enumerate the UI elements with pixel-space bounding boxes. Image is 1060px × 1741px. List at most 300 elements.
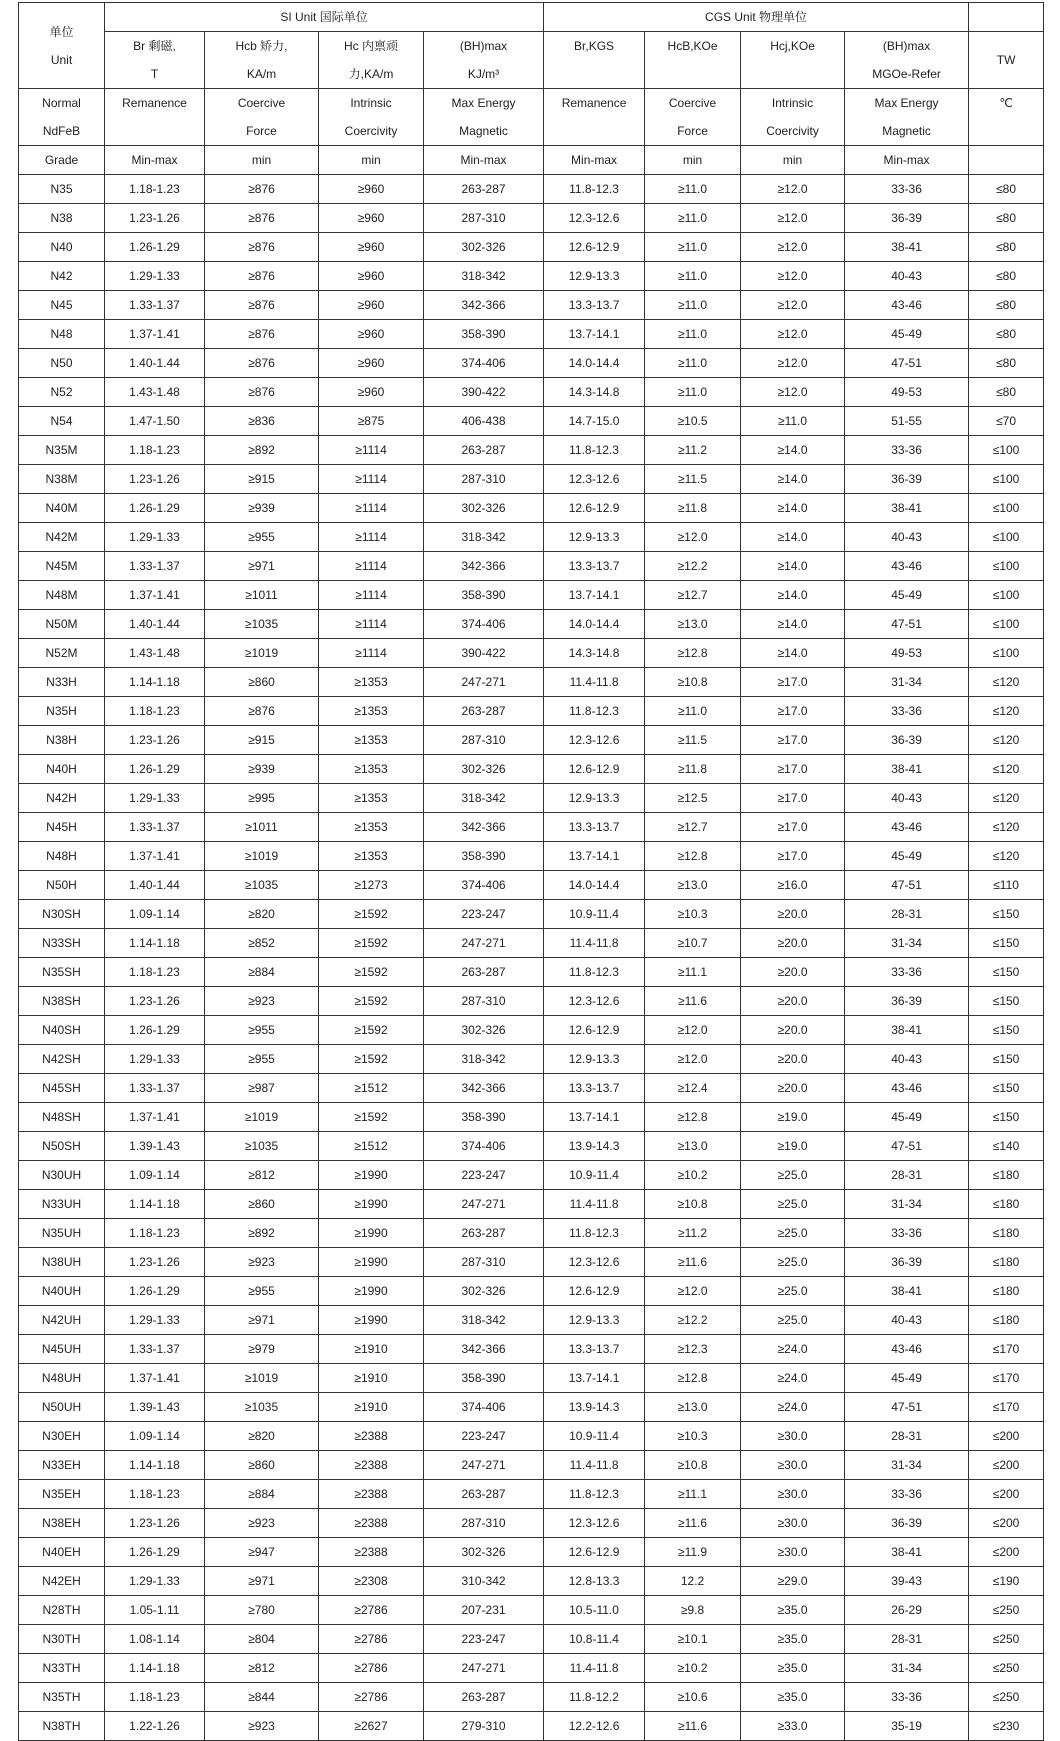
unit-cn: 单位 [49,24,74,39]
bhmax-mgoe-cell: 49-53 [845,378,969,407]
br-t-cell: 1.18-1.23 [105,697,205,726]
br-t-cell: 1.29-1.33 [105,1567,205,1596]
hcb-kam-cell: ≥860 [205,1451,319,1480]
hc-kam-cell: ≥1990 [319,1161,424,1190]
grade-cell: N48UH [19,1364,105,1393]
grade-cell: N50UH [19,1393,105,1422]
hcj-koe-cell: ≥17.0 [741,784,845,813]
hcb-kam-cell: ≥820 [205,900,319,929]
tw-temp-cell: ≤190 [969,1567,1044,1596]
grade-cell: N28TH [19,1596,105,1625]
bhmax-kjm3-cell: 263-287 [424,1219,544,1248]
tw-temp-cell: ≤200 [969,1509,1044,1538]
bhmax-mgoe-cell: 47-51 [845,871,969,900]
cgs-unit-hcj: Hcj,KOe [741,32,845,89]
tw-temp-cell: ≤120 [969,813,1044,842]
unit-label-cell [19,3,105,89]
hc-kam-cell: ≥1592 [319,900,424,929]
hc-kam-cell: ≥1592 [319,1016,424,1045]
cgs-unit-bhmax: (BH)max MGOe-Refer [845,32,969,89]
hcb-koe-cell: ≥13.0 [645,1132,741,1161]
hc-kam-cell: ≥1114 [319,494,424,523]
br-kgs-cell: 14.7-15.0 [544,407,645,436]
hcb-koe-cell: ≥11.0 [645,349,741,378]
si-unit-br: Br 剩磁, T [105,32,205,89]
br-t-cell: 1.43-1.48 [105,378,205,407]
br-kgs-cell: 12.9-13.3 [544,1045,645,1074]
bhmax-kjm3-cell: 302-326 [424,1538,544,1567]
tw-temp-cell: ≤80 [969,320,1044,349]
br-kgs-cell: 11.4-11.8 [544,1190,645,1219]
br-t-cell: 1.14-1.18 [105,1654,205,1683]
grade-cell: N42UH [19,1306,105,1335]
hcj-koe-cell: ≥14.0 [741,494,845,523]
grade-cell: N38M [19,465,105,494]
bhmax-mgoe-cell: 47-51 [845,1393,969,1422]
hcb-koe-cell: ≥11.0 [645,204,741,233]
bhmax-kjm3-cell: 374-406 [424,1132,544,1161]
tw-temp-cell: ≤150 [969,987,1044,1016]
bhmax-mgoe-cell: 45-49 [845,1103,969,1132]
tw-temp-cell: ≤200 [969,1422,1044,1451]
table-row [19,407,1044,436]
br-t-cell: 1.29-1.33 [105,1306,205,1335]
table-row [19,813,1044,842]
table-header [19,3,1044,175]
tolerance-cell: min [205,146,319,175]
bhmax-kjm3-cell: 358-390 [424,320,544,349]
hc-kam-cell: ≥960 [319,349,424,378]
tw-temp-cell: ≤180 [969,1306,1044,1335]
bhmax-kjm3-cell: 287-310 [424,987,544,1016]
br-kgs-cell: 11.8-12.3 [544,697,645,726]
tw-temp-cell: ≤150 [969,958,1044,987]
hcj-koe-cell: ≥20.0 [741,900,845,929]
tw-temp-cell: ≤200 [969,1538,1044,1567]
bhmax-mgoe-cell: 38-41 [845,1538,969,1567]
br-t-cell: 1.14-1.18 [105,929,205,958]
table-row [19,871,1044,900]
br-t-cell: 1.08-1.14 [105,1625,205,1654]
table-row [19,1248,1044,1277]
br-t-cell: 1.14-1.18 [105,1190,205,1219]
tw-temp-cell: ≤180 [969,1277,1044,1306]
hcb-koe-cell: ≥12.7 [645,581,741,610]
tw-temp-cell: ≤180 [969,1219,1044,1248]
property-names-row [19,89,1044,146]
hcj-koe-cell: ≥25.0 [741,1306,845,1335]
table-row [19,581,1044,610]
hcj-koe-cell: ≥35.0 [741,1654,845,1683]
tolerance-cell: min [319,146,424,175]
grade-cell: N38EH [19,1509,105,1538]
hcj-koe-cell: ≥12.0 [741,378,845,407]
hcb-kam-cell: ≥884 [205,958,319,987]
hc-kam-cell: ≥1990 [319,1277,424,1306]
grade-cell: N40EH [19,1538,105,1567]
grade-cell: N50 [19,349,105,378]
hcb-kam-cell: ≥939 [205,755,319,784]
grade-cell: N42SH [19,1045,105,1074]
table-row [19,262,1044,291]
hcj-koe-cell: ≥20.0 [741,1074,845,1103]
bhmax-mgoe-cell: 40-43 [845,523,969,552]
bhmax-kjm3-cell: 263-287 [424,958,544,987]
br-kgs-cell: 10.9-11.4 [544,1161,645,1190]
table-row [19,1596,1044,1625]
bhmax-mgoe-cell: 45-49 [845,581,969,610]
hcb-kam-cell: ≥987 [205,1074,319,1103]
hcb-koe-cell: ≥13.0 [645,1393,741,1422]
table-row [19,639,1044,668]
bhmax-kjm3-cell: 358-390 [424,1103,544,1132]
br-kgs-cell: 13.3-13.7 [544,552,645,581]
hcj-koe-cell: ≥14.0 [741,610,845,639]
hc-kam-cell: ≥2786 [319,1596,424,1625]
hc-kam-cell: ≥1512 [319,1074,424,1103]
br-t-cell: 1.40-1.44 [105,871,205,900]
tw-temp-cell: ≤150 [969,900,1044,929]
tw-temp-cell: ≤170 [969,1393,1044,1422]
hcb-kam-cell: ≥1019 [205,1364,319,1393]
table-row [19,1306,1044,1335]
property-name-cell: Coercive Force [645,89,741,146]
table-row [19,755,1044,784]
br-kgs-cell: 12.3-12.6 [544,1248,645,1277]
hcb-kam-cell: ≥820 [205,1422,319,1451]
hc-kam-cell: ≥1353 [319,668,424,697]
hcb-kam-cell: ≥884 [205,1480,319,1509]
bhmax-kjm3-cell: 302-326 [424,1277,544,1306]
br-kgs-cell: 12.3-12.6 [544,1509,645,1538]
si-unit-heading: SI Unit 国际单位 [105,3,544,32]
br-t-cell: 1.23-1.26 [105,987,205,1016]
hcj-koe-cell: ≥12.0 [741,204,845,233]
grade-cell: N45M [19,552,105,581]
table-row [19,697,1044,726]
br-kgs-cell: 13.7-14.1 [544,842,645,871]
grade-cell: N35SH [19,958,105,987]
grade-cell: N42H [19,784,105,813]
bhmax-kjm3-cell: 279-310 [424,1712,544,1741]
bhmax-kjm3-cell: 287-310 [424,465,544,494]
grade-cell: N45 [19,291,105,320]
br-kgs-cell: 12.2-12.6 [544,1712,645,1741]
br-t-cell: 1.26-1.29 [105,1016,205,1045]
hcb-kam-cell: ≥1035 [205,1132,319,1161]
hc-kam-cell: ≥1910 [319,1393,424,1422]
br-kgs-cell: 10.8-11.4 [544,1625,645,1654]
grade-label-cell: Grade [19,146,105,175]
bhmax-mgoe-cell: 33-36 [845,1480,969,1509]
br-kgs-cell: 10.9-11.4 [544,1422,645,1451]
property-name-cell: Remanence [544,89,645,146]
hcb-kam-cell: ≥876 [205,204,319,233]
hcb-koe-cell: ≥12.3 [645,1335,741,1364]
hcb-kam-cell: ≥876 [205,697,319,726]
br-t-cell: 1.26-1.29 [105,755,205,784]
hc-kam-cell: ≥2786 [319,1625,424,1654]
hcb-koe-cell: ≥11.0 [645,697,741,726]
br-kgs-cell: 11.8-12.3 [544,436,645,465]
hcb-koe-cell: ≥11.5 [645,465,741,494]
bhmax-mgoe-cell: 43-46 [845,552,969,581]
hcj-koe-cell: ≥35.0 [741,1683,845,1712]
bhmax-kjm3-cell: 358-390 [424,842,544,871]
hcb-koe-cell: ≥12.8 [645,842,741,871]
hcj-koe-cell: ≥30.0 [741,1422,845,1451]
tw-temp-cell: ≤250 [969,1654,1044,1683]
br-kgs-cell: 12.3-12.6 [544,987,645,1016]
hcj-koe-cell: ≥14.0 [741,639,845,668]
br-t-cell: 1.05-1.11 [105,1596,205,1625]
br-kgs-cell: 10.9-11.4 [544,900,645,929]
hcb-kam-cell: ≥836 [205,407,319,436]
br-kgs-cell: 12.9-13.3 [544,1306,645,1335]
grade-cell: N30SH [19,900,105,929]
bhmax-kjm3-cell: 374-406 [424,349,544,378]
br-kgs-cell: 12.6-12.9 [544,494,645,523]
hcj-koe-cell: ≥30.0 [741,1451,845,1480]
br-t-cell: 1.18-1.23 [105,436,205,465]
bhmax-mgoe-cell: 40-43 [845,784,969,813]
hc-kam-cell: ≥1114 [319,465,424,494]
bhmax-mgoe-cell: 28-31 [845,1422,969,1451]
bhmax-kjm3-cell: 207-231 [424,1596,544,1625]
hc-kam-cell: ≥1114 [319,639,424,668]
grade-cell: N52M [19,639,105,668]
table-row [19,900,1044,929]
grade-cell: N35TH [19,1683,105,1712]
br-t-cell: 1.23-1.26 [105,1248,205,1277]
hcb-koe-cell: ≥10.8 [645,668,741,697]
table-row [19,1335,1044,1364]
bhmax-kjm3-cell: 390-422 [424,639,544,668]
bhmax-kjm3-cell: 318-342 [424,784,544,813]
hcb-koe-cell: ≥12.8 [645,1103,741,1132]
grade-cell: N35EH [19,1480,105,1509]
tw-temp-cell: ≤150 [969,1103,1044,1132]
br-kgs-cell: 13.3-13.7 [544,1074,645,1103]
br-t-cell: 1.18-1.23 [105,1480,205,1509]
grade-cell: N30UH [19,1161,105,1190]
tw-temp-cell: ≤100 [969,610,1044,639]
bhmax-mgoe-cell: 36-39 [845,204,969,233]
hcj-koe-cell: ≥12.0 [741,233,845,262]
table-row [19,1045,1044,1074]
bhmax-mgoe-cell: 31-34 [845,929,969,958]
br-t-cell: 1.33-1.37 [105,291,205,320]
property-name-cell: Remanence [105,89,205,146]
grade-cell: N40SH [19,1016,105,1045]
br-t-cell: 1.26-1.29 [105,1277,205,1306]
bhmax-kjm3-cell: 374-406 [424,871,544,900]
table-row [19,842,1044,871]
grade-cell: N35UH [19,1219,105,1248]
hcb-koe-cell: ≥11.2 [645,1219,741,1248]
br-kgs-cell: 13.3-13.7 [544,1335,645,1364]
br-kgs-cell: 11.8-12.3 [544,958,645,987]
tw-temp-cell: ≤140 [969,1132,1044,1161]
hcb-kam-cell: ≥804 [205,1625,319,1654]
hcb-kam-cell: ≥1019 [205,639,319,668]
br-kgs-cell: 10.5-11.0 [544,1596,645,1625]
tw-temp-cell: ≤80 [969,175,1044,204]
br-kgs-cell: 12.6-12.9 [544,233,645,262]
hcb-kam-cell: ≥955 [205,523,319,552]
grade-cell: N40H [19,755,105,784]
table-row [19,1103,1044,1132]
hcb-kam-cell: ≥947 [205,1538,319,1567]
br-kgs-cell: 12.8-13.3 [544,1567,645,1596]
hc-kam-cell: ≥1990 [319,1248,424,1277]
bhmax-kjm3-cell: 302-326 [424,233,544,262]
hcj-koe-cell: ≥25.0 [741,1248,845,1277]
bhmax-mgoe-cell: 35-19 [845,1712,969,1741]
grade-cell: N48M [19,581,105,610]
property-name-cell: Max Energy Magnetic [845,89,969,146]
br-kgs-cell: 14.3-14.8 [544,378,645,407]
grade-cell: N40 [19,233,105,262]
hc-kam-cell: ≥1353 [319,697,424,726]
hcj-koe-cell: ≥29.0 [741,1567,845,1596]
hc-kam-cell: ≥1273 [319,871,424,900]
hcj-koe-cell: ≥25.0 [741,1161,845,1190]
bhmax-kjm3-cell: 318-342 [424,523,544,552]
hcb-kam-cell: ≥780 [205,1596,319,1625]
br-t-cell: 1.37-1.41 [105,1364,205,1393]
bhmax-mgoe-cell: 26-29 [845,1596,969,1625]
bhmax-mgoe-cell: 38-41 [845,233,969,262]
grade-cell: N38SH [19,987,105,1016]
hcb-kam-cell: ≥812 [205,1161,319,1190]
hcj-koe-cell: ≥12.0 [741,349,845,378]
hc-kam-cell: ≥1353 [319,813,424,842]
tw-temp-cell: ≤170 [969,1364,1044,1393]
hcj-koe-cell: ≥12.0 [741,262,845,291]
tw-temp-cell: ≤120 [969,726,1044,755]
hcb-kam-cell: ≥876 [205,378,319,407]
bhmax-kjm3-cell: 302-326 [424,755,544,784]
grade-cell: N48SH [19,1103,105,1132]
hcj-koe-cell: ≥20.0 [741,1016,845,1045]
hcb-koe-cell: ≥11.5 [645,726,741,755]
tw-temp-cell: ≤150 [969,1074,1044,1103]
grade-cell: N42EH [19,1567,105,1596]
hcb-koe-cell: ≥11.0 [645,378,741,407]
hc-kam-cell: ≥1592 [319,1045,424,1074]
tw-temp-cell: ≤180 [969,1190,1044,1219]
grade-cell: N30EH [19,1422,105,1451]
hcb-kam-cell: ≥1035 [205,610,319,639]
br-t-cell: 1.29-1.33 [105,1045,205,1074]
table-row [19,784,1044,813]
br-t-cell: 1.29-1.33 [105,523,205,552]
tolerance-cell [969,146,1044,175]
bhmax-kjm3-cell: 223-247 [424,900,544,929]
tw-heading-blank [969,3,1044,32]
br-t-cell: 1.23-1.26 [105,465,205,494]
hc-kam-cell: ≥2388 [319,1422,424,1451]
br-kgs-cell: 11.8-12.2 [544,1683,645,1712]
table-row [19,494,1044,523]
table-row [19,1451,1044,1480]
br-t-cell: 1.43-1.48 [105,639,205,668]
hc-kam-cell: ≥960 [319,204,424,233]
br-t-cell: 1.29-1.33 [105,262,205,291]
bhmax-kjm3-cell: 318-342 [424,1306,544,1335]
tolerance-cell: Min-max [845,146,969,175]
hc-kam-cell: ≥1114 [319,581,424,610]
br-kgs-cell: 13.7-14.1 [544,1364,645,1393]
hc-kam-cell: ≥960 [319,378,424,407]
bhmax-mgoe-cell: 36-39 [845,987,969,1016]
grade-cell: N45H [19,813,105,842]
bhmax-kjm3-cell: 374-406 [424,1393,544,1422]
bhmax-kjm3-cell: 287-310 [424,204,544,233]
hcb-kam-cell: ≥844 [205,1683,319,1712]
bhmax-mgoe-cell: 38-41 [845,494,969,523]
hcj-koe-cell: ≥17.0 [741,726,845,755]
hcb-koe-cell: ≥12.7 [645,813,741,842]
property-name-cell: Intrinsic Coercivity [319,89,424,146]
bhmax-kjm3-cell: 263-287 [424,1480,544,1509]
hc-kam-cell: ≥1353 [319,755,424,784]
hcj-koe-cell: ≥33.0 [741,1712,845,1741]
hcb-koe-cell: ≥11.2 [645,436,741,465]
grade-cell: N45UH [19,1335,105,1364]
bhmax-mgoe-cell: 45-49 [845,842,969,871]
bhmax-mgoe-cell: 33-36 [845,697,969,726]
bhmax-mgoe-cell: 36-39 [845,1509,969,1538]
bhmax-mgoe-cell: 47-51 [845,610,969,639]
hcb-koe-cell: ≥10.8 [645,1451,741,1480]
hcb-koe-cell: ≥12.2 [645,552,741,581]
grade-cell: N33TH [19,1654,105,1683]
br-t-cell: 1.26-1.29 [105,494,205,523]
grade-cell: N50H [19,871,105,900]
hcb-kam-cell: ≥995 [205,784,319,813]
tw-temp-cell: ≤250 [969,1683,1044,1712]
hcb-koe-cell: ≥12.0 [645,1277,741,1306]
bhmax-kjm3-cell: 223-247 [424,1422,544,1451]
br-t-cell: 1.39-1.43 [105,1393,205,1422]
bhmax-mgoe-cell: 49-53 [845,639,969,668]
bhmax-mgoe-cell: 43-46 [845,1074,969,1103]
table-row [19,552,1044,581]
hcb-kam-cell: ≥955 [205,1016,319,1045]
hcj-koe-cell: ≥12.0 [741,320,845,349]
hcj-koe-cell: ≥19.0 [741,1132,845,1161]
tw-temp-cell: ≤150 [969,929,1044,958]
br-kgs-cell: 12.3-12.6 [544,204,645,233]
br-kgs-cell: 12.9-13.3 [544,784,645,813]
hc-kam-cell: ≥1512 [319,1132,424,1161]
br-kgs-cell: 14.0-14.4 [544,871,645,900]
tw-temp-cell: ≤180 [969,1161,1044,1190]
hcb-koe-cell: ≥12.2 [645,1306,741,1335]
hc-kam-cell: ≥960 [319,233,424,262]
tolerance-cell: Min-max [544,146,645,175]
bhmax-mgoe-cell: 28-31 [845,1161,969,1190]
property-name-cell: Intrinsic Coercivity [741,89,845,146]
hcj-koe-cell: ≥30.0 [741,1509,845,1538]
tolerance-cell: min [645,146,741,175]
grade-cell: N50M [19,610,105,639]
br-t-cell: 1.23-1.26 [105,1509,205,1538]
bhmax-kjm3-cell: 310-342 [424,1567,544,1596]
hcb-koe-cell: ≥12.8 [645,639,741,668]
